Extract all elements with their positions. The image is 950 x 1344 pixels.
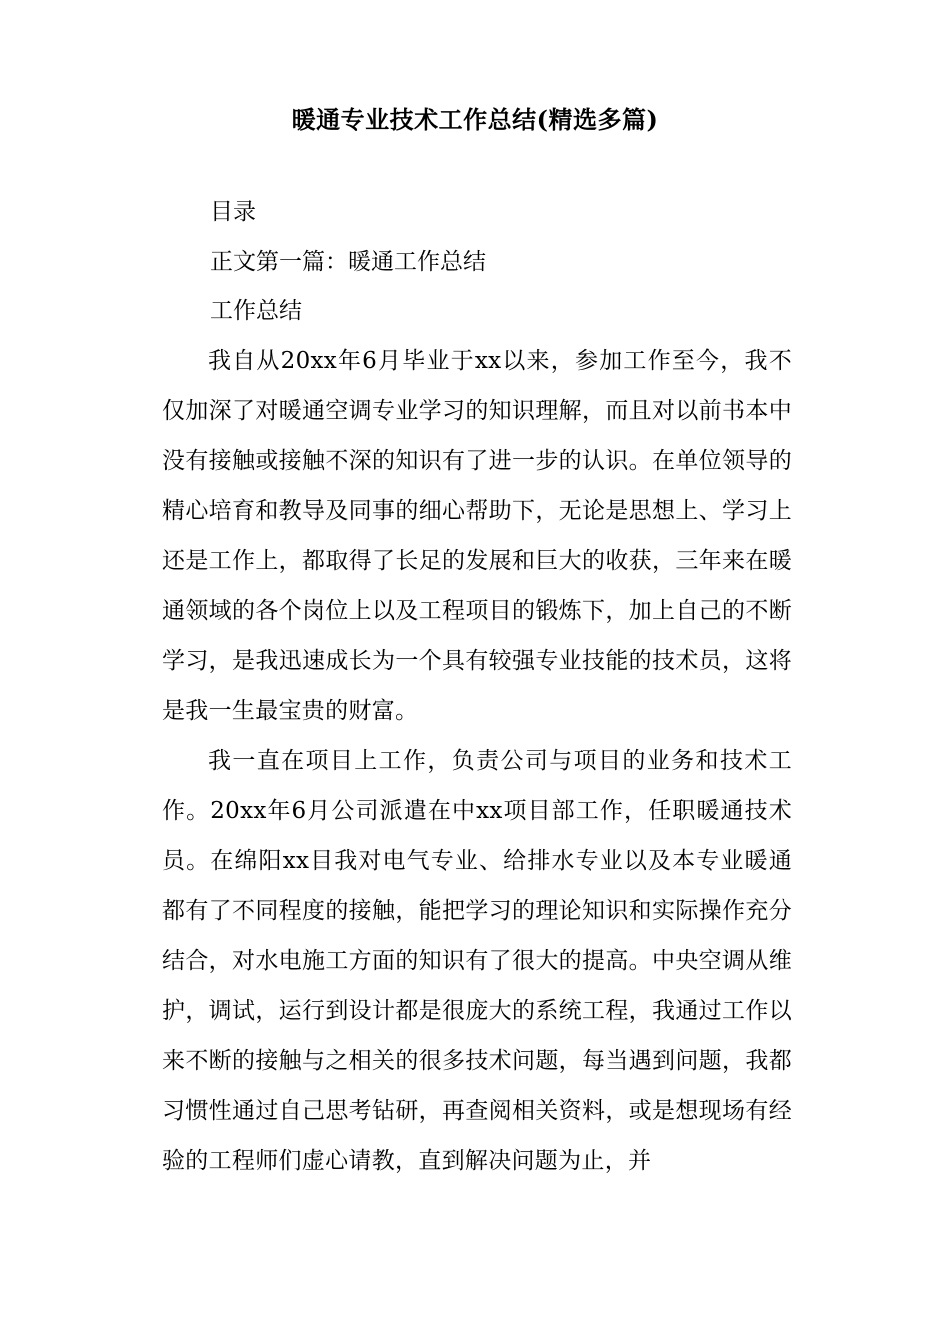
toc-label: 目录 xyxy=(210,199,256,225)
paragraph-2: 我一直在项目上工作，负责公司与项目的业务和技术工作。20xx年6月公司派遣在中xx项目部工作，任职暖通技术员。在绵阳xx目我对电气专业、给排水专业以及本专业暖通都有了不同程度的接触，能把学习的理论知识和实际操作充分结合，对水电施工方面的知识有了很大的提高。中央空调从维护，调试，运行到设计都是很庞大的系统工程，我通过工作以来不断的接触与之相关的很多技术问题，每当遇到问题，我都习惯性通过自己思考钻研，再查阅相关资料，或是想现场有经验的工程师们虚心请教，直到解决问题为止，并 xyxy=(162,748,792,1174)
document-body xyxy=(162,336,792,1186)
paragraph-1: 我自从20xx年6月毕业于xx以来，参加工作至今，我不仅加深了对暖通空调专业学习的知识理解，而且对以前书本中没有接触或接触不深的知识有了进一步的认识。在单位领导的精心培育和教导及同事的细心帮助下，无论是思想上、学习上还是工作上，都取得了长足的发展和巨大的收获，三年来在暖通领域的各个岗位上以及工程项目的锻炼下，加上自己的不断学习，是我迅速成长为一个具有较强专业技能的技术员，这将是我一生最宝贵的财富。 xyxy=(162,348,792,724)
section-heading: 工作总结 xyxy=(210,298,302,324)
document-title: 暖通专业技术工作总结(精选多篇) xyxy=(291,105,659,134)
toc-entry: 正文第一篇：暖通工作总结 xyxy=(210,249,486,275)
